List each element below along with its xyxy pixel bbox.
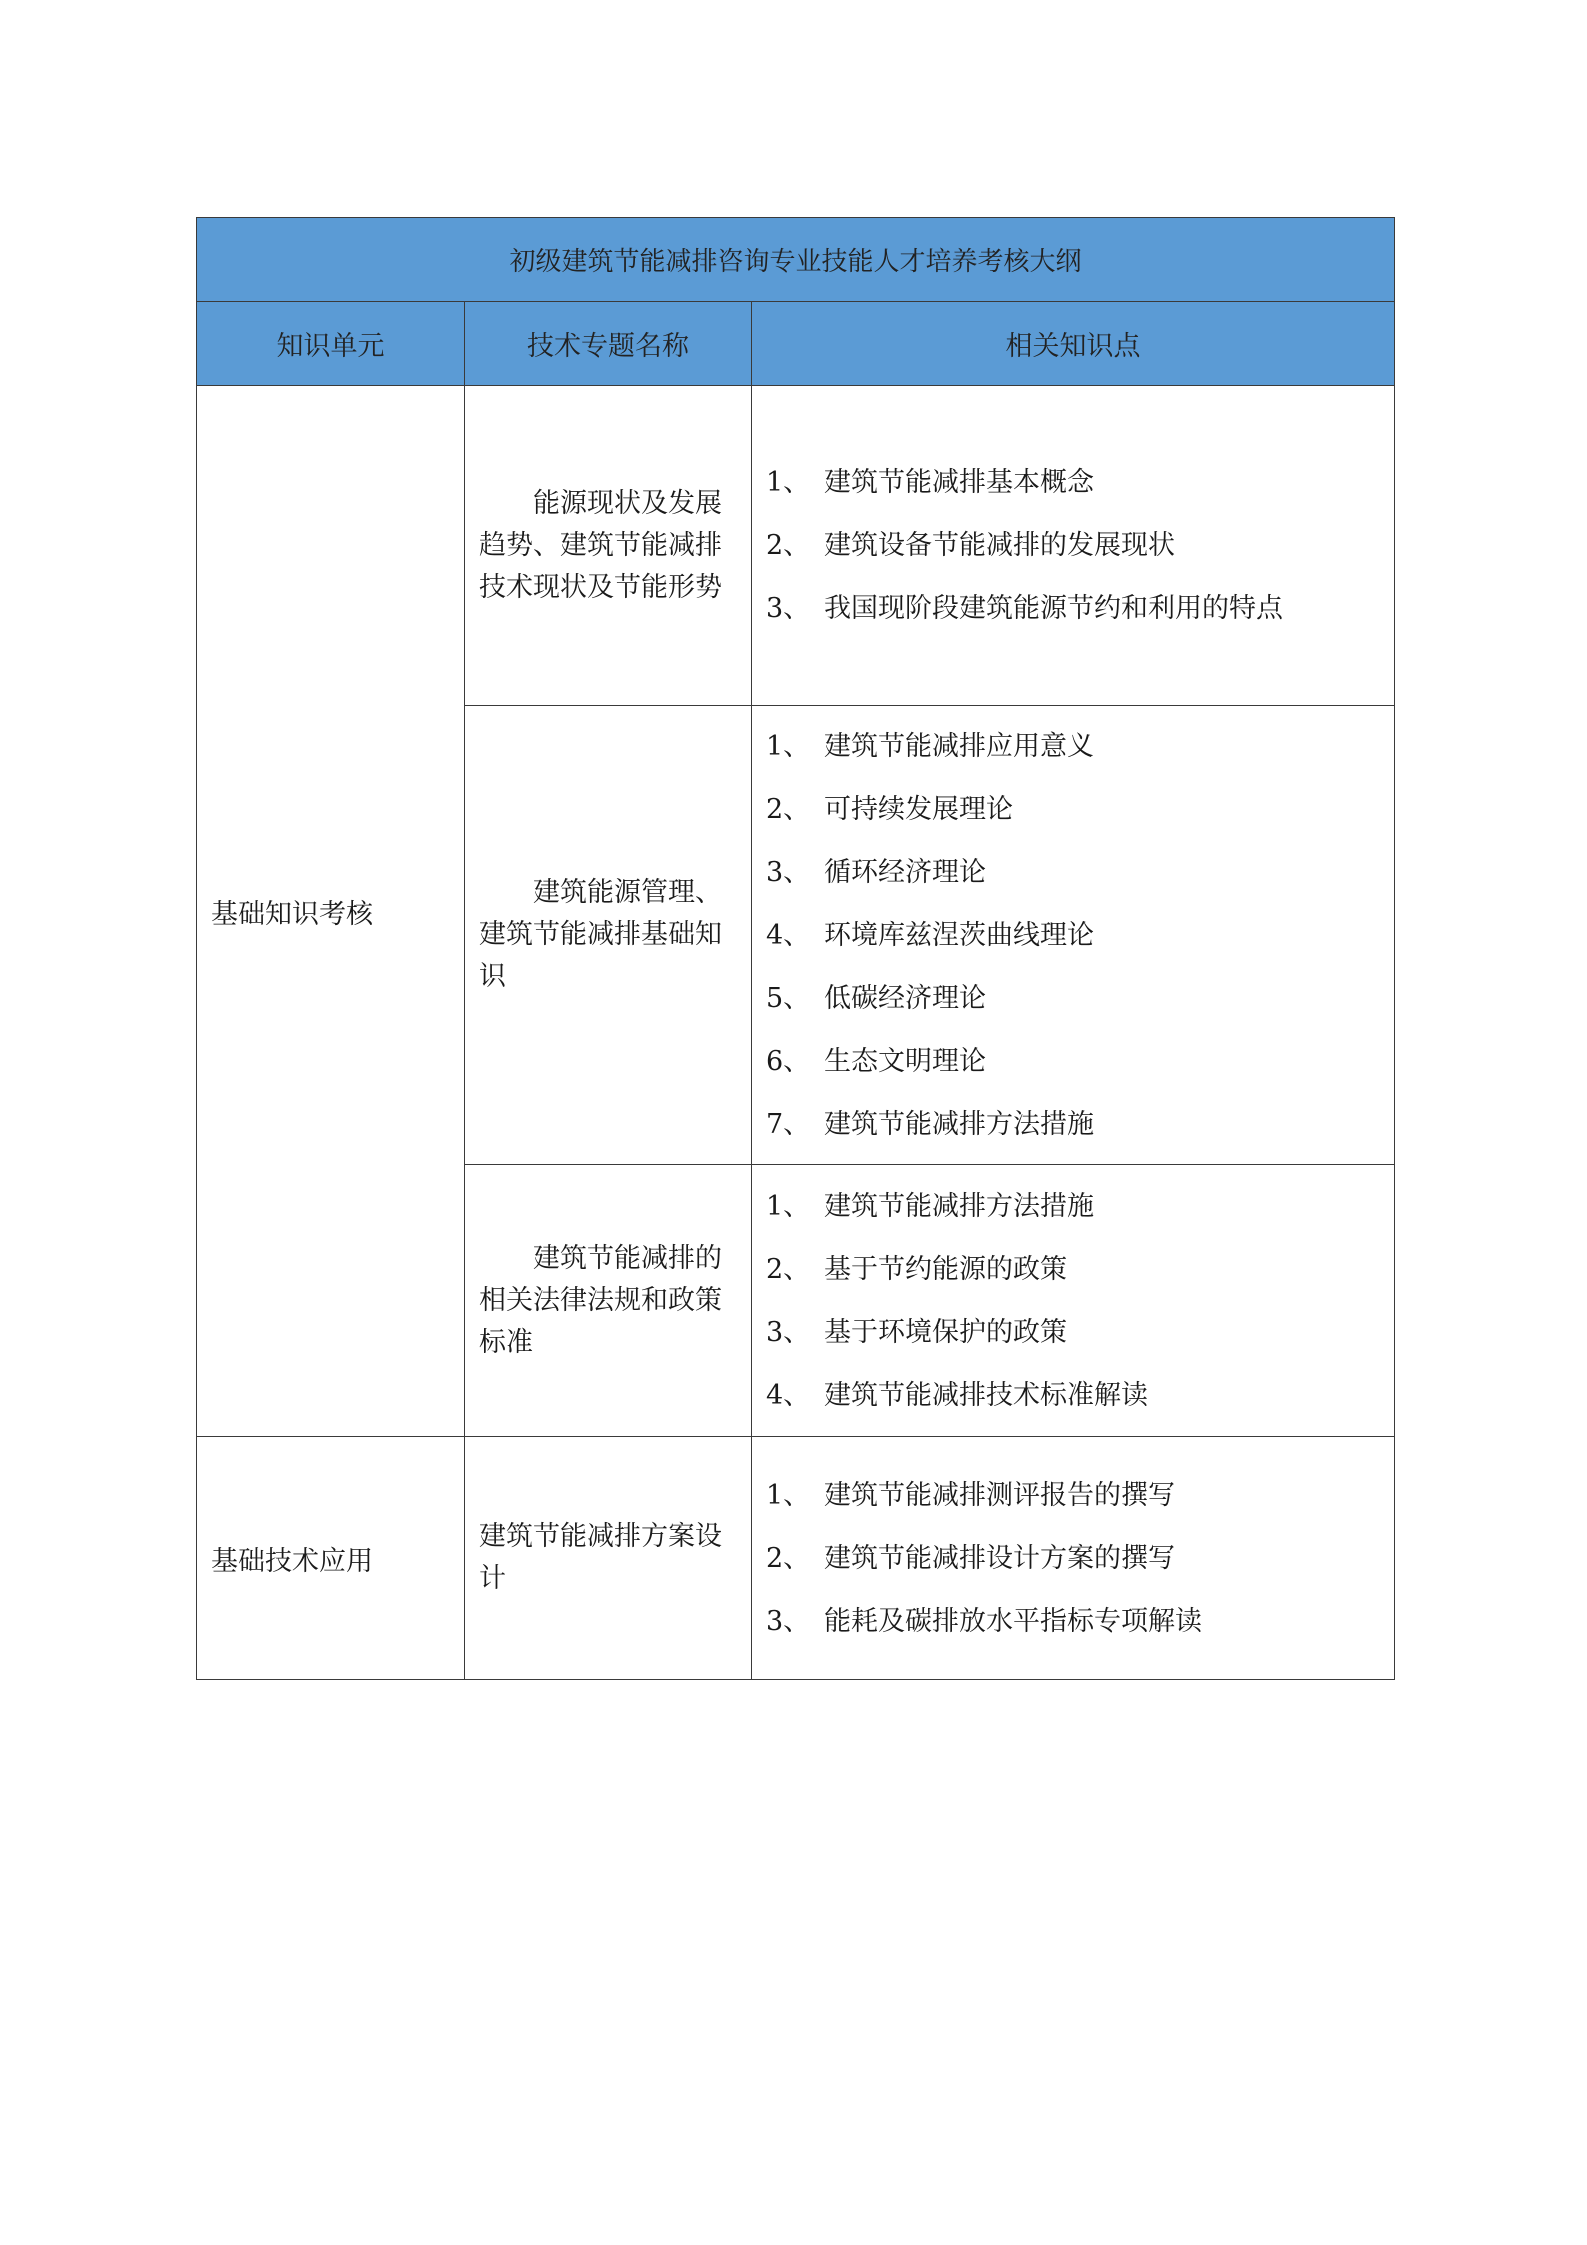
list-item: 2、 建筑节能减排设计方案的撰写: [766, 1542, 1175, 1574]
table-title-row: [197, 218, 1395, 302]
list-item: 2、 基于节约能源的政策: [766, 1253, 1067, 1285]
list-item: 2、 建筑设备节能减排的发展现状: [766, 530, 1175, 561]
list-item: 3、 能耗及碳排放水平指标专项解读: [766, 1605, 1202, 1637]
topic-energy-status: [465, 386, 752, 706]
list-item: 4、 环境库兹涅茨曲线理论: [766, 919, 1094, 951]
topic-text-line1: 建筑能源管理、: [533, 877, 722, 908]
table-row: [197, 1437, 1395, 1680]
header-knowledge-unit: 知识单元: [197, 302, 465, 386]
list-item: 2、 可持续发展理论: [766, 793, 1013, 825]
topic-scheme-design: 建筑节能减排方案设计: [465, 1437, 752, 1680]
list-item: 3、 循环经济理论: [766, 856, 986, 888]
list-item: 1、 建筑节能减排方法措施: [766, 1190, 1094, 1222]
list-item: 1、 建筑节能减排基本概念: [766, 467, 1094, 498]
topic-text-line1: 能源现状及发展: [533, 487, 722, 519]
list-item: 4、 建筑节能减排技术标准解读: [766, 1379, 1148, 1411]
knowledge-points-list: [752, 706, 1395, 1165]
assessment-outline-table: [196, 217, 1395, 1680]
list-item: 1、 建筑节能减排测评报告的撰写: [766, 1479, 1175, 1511]
list-item: 3、 基于环境保护的政策: [766, 1316, 1067, 1348]
table-row: [197, 386, 1395, 706]
knowledge-points-list: [752, 1437, 1395, 1680]
topic-text-line1: 建筑节能减排的: [533, 1242, 722, 1274]
topic-text-rest: 相关法律法规和政策标准: [479, 1284, 722, 1358]
table-title: 初级建筑节能减排咨询专业技能人才培养考核大纲: [197, 218, 1395, 302]
list-item: 3、 我国现阶段建筑能源节约和利用的特点: [766, 593, 1283, 624]
topic-laws-policies: [465, 1165, 752, 1437]
list-item: 1、 建筑节能减排应用意义: [766, 730, 1094, 762]
list-item: 5、 低碳经济理论: [766, 982, 986, 1014]
topic-energy-management: [465, 706, 752, 1165]
unit-basic-knowledge: 基础知识考核: [197, 386, 465, 1437]
table-header-row: [197, 302, 1395, 386]
list-item: 6、 生态文明理论: [766, 1045, 986, 1077]
topic-text-rest: 建筑节能减排基础知识: [479, 919, 722, 992]
knowledge-points-list: [752, 1165, 1395, 1437]
knowledge-points-list: [752, 386, 1395, 706]
header-topic-name: 技术专题名称: [465, 302, 752, 386]
header-knowledge-points: 相关知识点: [752, 302, 1395, 386]
list-item: 7、 建筑节能减排方法措施: [766, 1108, 1094, 1140]
unit-basic-application: 基础技术应用: [197, 1437, 465, 1680]
topic-text-rest: 趋势、建筑节能减排技术现状及节能形势: [479, 529, 722, 603]
